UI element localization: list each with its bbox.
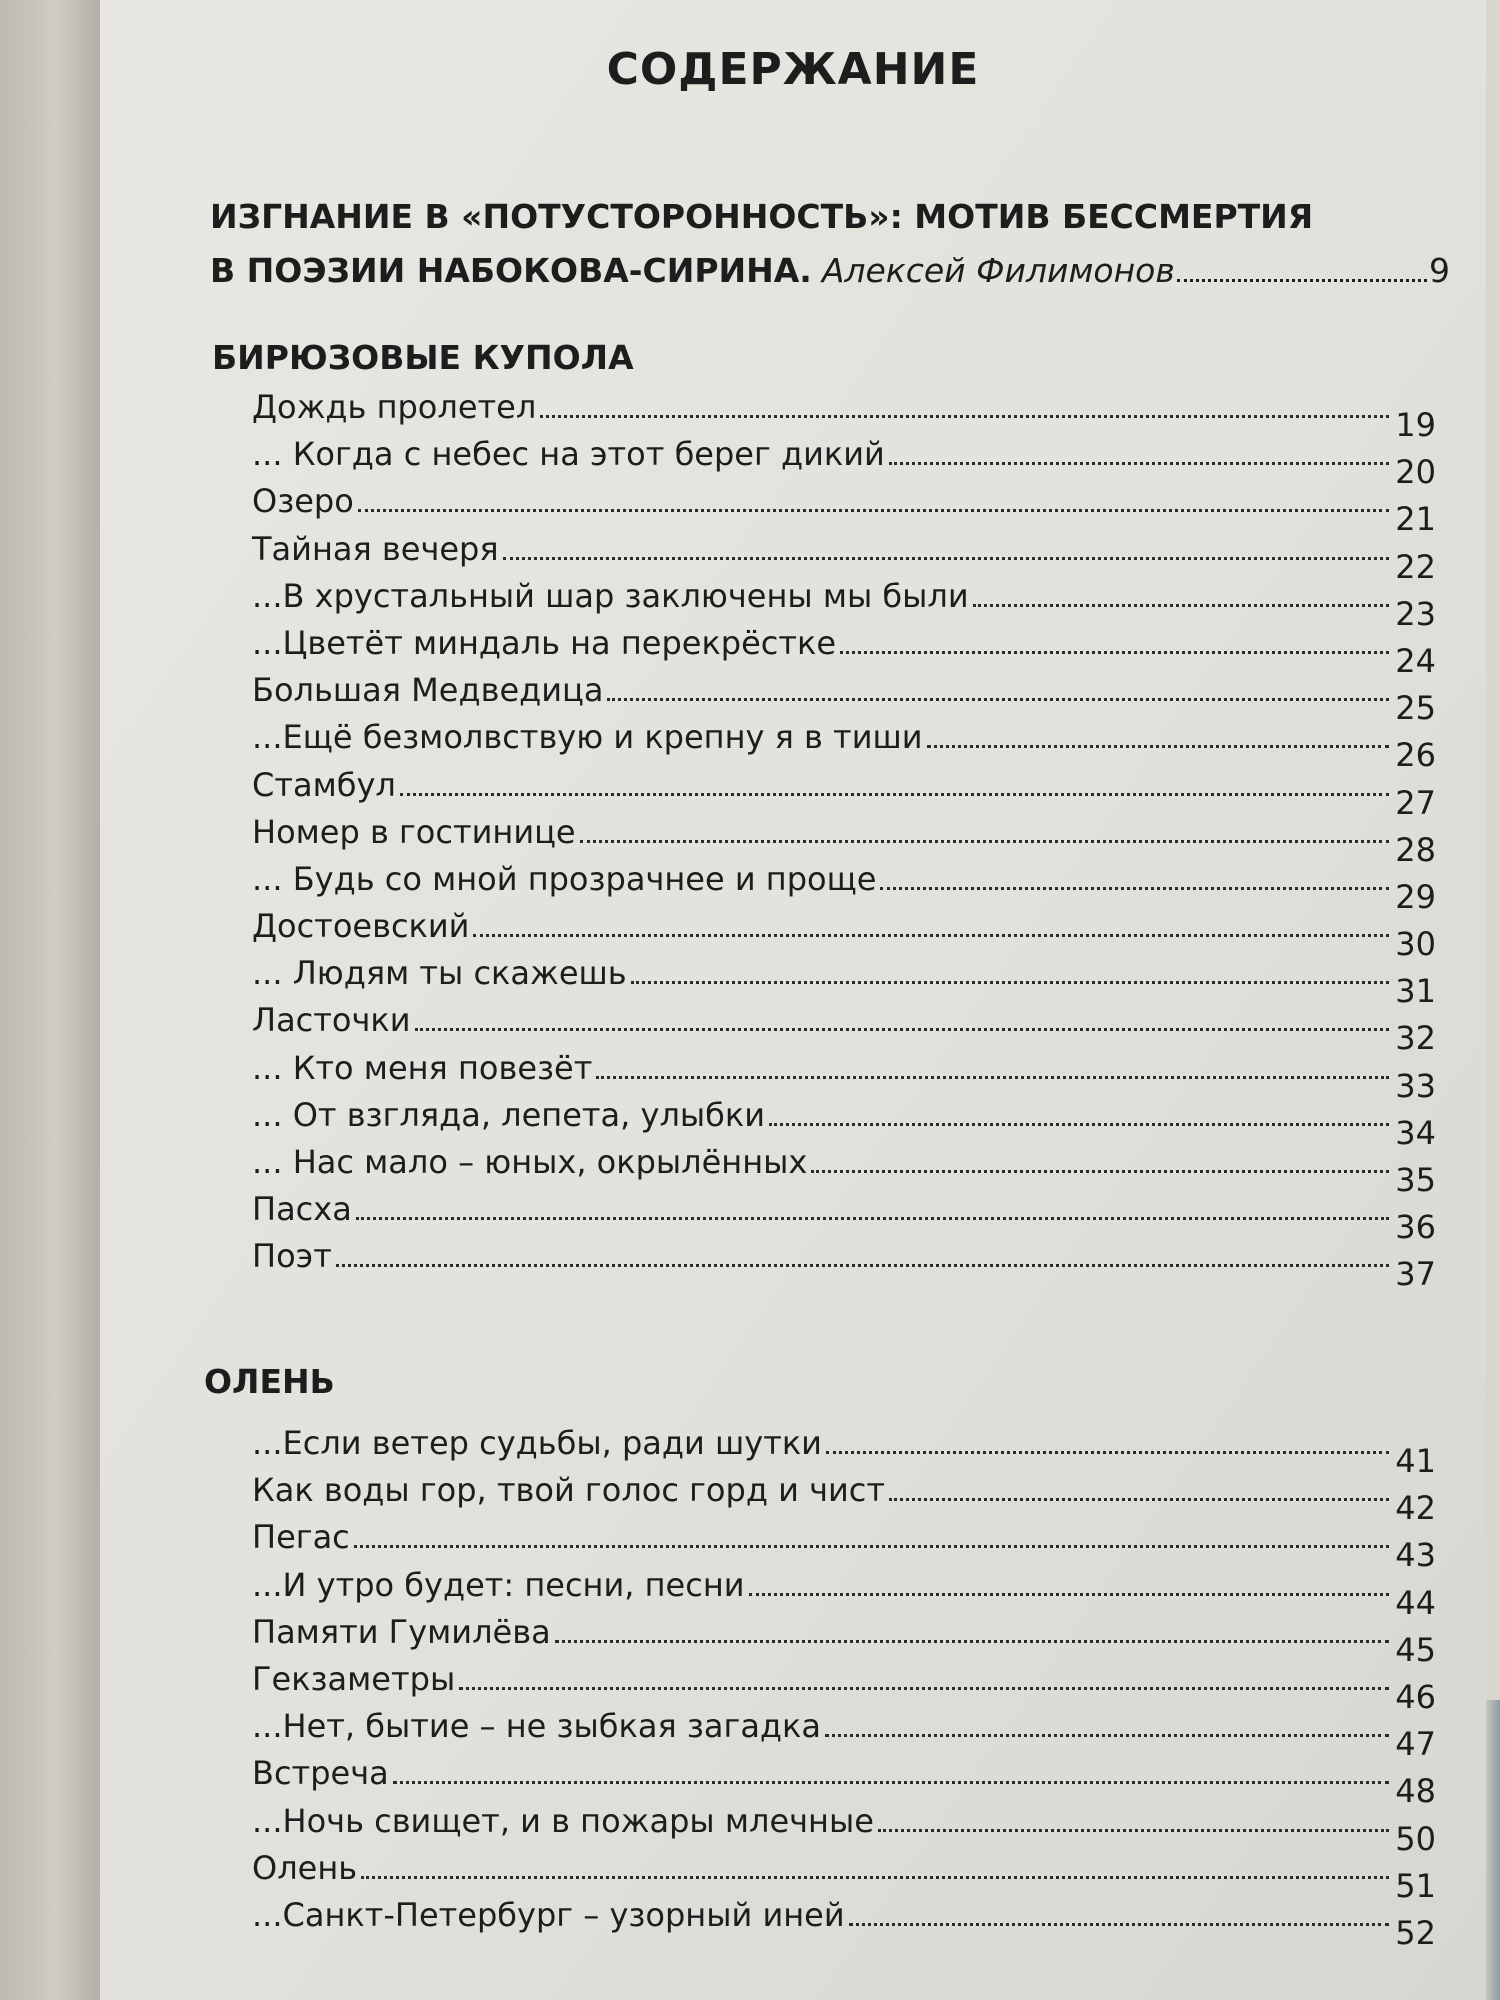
dot-leader — [459, 1687, 1389, 1690]
entry-title: ...Санкт-Петербург – узорный иней — [252, 1895, 845, 1934]
entry-title: Пегас — [252, 1518, 350, 1557]
toc-entry — [252, 1237, 1436, 1294]
toc-entry — [252, 1565, 1436, 1622]
entry-page-number: 48 — [1395, 1772, 1436, 1811]
toc-entry — [252, 671, 1436, 728]
entry-title: Тайная вечеря — [252, 529, 499, 568]
dot-leader — [631, 981, 1390, 984]
entry-page-number: 31 — [1395, 972, 1436, 1011]
entry-title: Встреча — [252, 1754, 389, 1793]
entry-title: Как воды гор, твой голос горд и чист — [252, 1471, 886, 1510]
dot-leader — [878, 1829, 1389, 1832]
page-edge — [1486, 1700, 1500, 2000]
section-heading: БИРЮЗОВЫЕ КУПОЛА — [212, 338, 634, 377]
dot-leader — [473, 934, 1389, 937]
entry-title: ... Когда с небес на этот берег дикий — [252, 435, 885, 474]
dot-leader — [503, 557, 1390, 560]
entry-page-number: 21 — [1395, 500, 1436, 539]
entry-title: Олень — [252, 1848, 358, 1887]
entry-page-number: 19 — [1395, 406, 1436, 444]
entry-page-number: 29 — [1395, 877, 1436, 916]
entry-page-number: 22 — [1395, 547, 1436, 586]
toc-entry — [252, 812, 1436, 869]
entry-page-number: 28 — [1395, 830, 1436, 869]
entry-title: ...Если ветер судьбы, ради шутки — [252, 1424, 822, 1462]
entry-title: Поэт — [252, 1237, 332, 1276]
toc-entry — [252, 718, 1436, 775]
section-entries — [252, 388, 1436, 1294]
dot-leader — [749, 1593, 1390, 1596]
book-page — [100, 0, 1486, 2000]
entry-page-number: 24 — [1395, 641, 1436, 680]
entry-title: ...Ещё безмолвствую и крепну я в тиши — [252, 718, 923, 757]
entry-title: Пасха — [252, 1190, 352, 1229]
entry-title: ... Кто меня повезёт — [252, 1048, 593, 1087]
entry-title: ... Будь со мной прозрачнее и проще — [252, 859, 877, 898]
entry-title: ...Ночь свищет, и в пожары млечные — [252, 1801, 874, 1840]
section-entries — [252, 1424, 1436, 1952]
toc-entry — [252, 1754, 1436, 1811]
entry-title: ... Нас мало – юных, окрылённых — [252, 1143, 808, 1181]
entry-page-number: 32 — [1395, 1019, 1436, 1058]
toc-entry — [252, 1659, 1436, 1716]
entry-page-number: 42 — [1395, 1489, 1436, 1528]
dot-leader — [336, 1264, 1389, 1267]
entry-page-number: 23 — [1395, 594, 1436, 633]
entry-page-number: 36 — [1395, 1208, 1436, 1247]
entry-page-number: 52 — [1395, 1913, 1436, 1952]
toc-entry — [252, 1424, 1436, 1480]
entry-title: Памяти Гумилёва — [252, 1612, 551, 1651]
toc-entry — [252, 388, 1436, 444]
toc-entry — [252, 765, 1436, 822]
intro-title-line-2-row — [210, 244, 1450, 298]
dot-leader — [1177, 279, 1427, 282]
dot-leader — [607, 698, 1389, 701]
entry-page-number: 30 — [1395, 925, 1436, 964]
entry-title: Дождь пролетел — [252, 388, 537, 426]
toc-entry — [252, 1048, 1436, 1105]
dot-leader — [973, 604, 1390, 607]
toc-entry — [252, 482, 1436, 539]
section-heading: ОЛЕНЬ — [204, 1362, 335, 1401]
entry-page-number: 43 — [1395, 1536, 1436, 1575]
dot-leader — [769, 1123, 1389, 1126]
dot-leader — [358, 509, 1390, 512]
dot-leader — [927, 745, 1390, 748]
dot-leader — [540, 415, 1389, 418]
dot-leader — [880, 887, 1389, 890]
entry-page-number: 45 — [1395, 1630, 1436, 1669]
toc-entry — [252, 1190, 1436, 1247]
dot-leader — [400, 793, 1389, 796]
entry-title: ... Людям ты скажешь — [252, 954, 627, 993]
dot-leader — [840, 651, 1389, 654]
toc-entry — [252, 1848, 1436, 1905]
toc-entry — [252, 435, 1436, 492]
toc-entry — [252, 1801, 1436, 1858]
dot-leader — [849, 1923, 1390, 1926]
intro-page-number: 9 — [1429, 251, 1450, 290]
entry-page-number: 34 — [1395, 1113, 1436, 1152]
toc-entry — [252, 529, 1436, 586]
intro-title-line-1: ИЗГНАНИЕ В «ПОТУСТОРОННОСТЬ»: МОТИВ БЕССМЕРТИЯ — [210, 197, 1314, 236]
toc-entry — [252, 907, 1436, 964]
entry-title: Номер в гостинице — [252, 812, 576, 851]
entry-page-number: 51 — [1395, 1866, 1436, 1905]
dot-leader — [811, 1170, 1389, 1173]
entry-page-number: 27 — [1395, 783, 1436, 822]
entry-title: Озеро — [252, 482, 354, 521]
entry-title: Достоевский — [252, 907, 470, 946]
dot-leader — [555, 1640, 1390, 1643]
toc-entry — [252, 1518, 1436, 1575]
toc-entry — [252, 1143, 1436, 1199]
dot-leader — [889, 1498, 1389, 1501]
entry-page-number: 47 — [1395, 1725, 1436, 1764]
intro-entry — [210, 190, 1450, 298]
entry-title: Стамбул — [252, 765, 396, 804]
entry-page-number: 26 — [1395, 736, 1436, 775]
entry-page-number: 46 — [1395, 1677, 1436, 1716]
book-gutter — [0, 0, 100, 2000]
entry-page-number: 37 — [1395, 1255, 1436, 1294]
entry-page-number: 25 — [1395, 689, 1436, 728]
toc-entry — [252, 1471, 1436, 1528]
entry-title: Большая Медведица — [252, 671, 604, 710]
toc-entry — [252, 859, 1436, 916]
entry-title: ... От взгляда, лепета, улыбки — [252, 1095, 766, 1134]
dot-leader — [826, 1451, 1389, 1454]
toc-entry — [252, 1001, 1436, 1058]
toc-entry — [252, 1707, 1436, 1764]
toc-entry — [252, 1095, 1436, 1152]
toc-entry — [252, 954, 1436, 1011]
dot-leader — [361, 1876, 1389, 1879]
toc-entry — [252, 1895, 1436, 1952]
dot-leader — [825, 1734, 1389, 1737]
dot-leader — [354, 1545, 1390, 1548]
dot-leader — [356, 1217, 1389, 1220]
dot-leader — [596, 1076, 1389, 1079]
entry-title: ...Нет, бытие – не зыбкая загадка — [252, 1707, 821, 1746]
entry-title: ...Цветёт миндаль на перекрёстке — [252, 623, 837, 662]
page-title: СОДЕРЖАНИЕ — [606, 44, 980, 95]
entry-page-number: 50 — [1395, 1819, 1436, 1858]
intro-title-line-2: В ПОЭЗИИ НАБОКОВА-СИРИНА. — [210, 251, 812, 290]
dot-leader — [393, 1781, 1390, 1784]
entry-title: ...В хрустальный шар заключены мы были — [252, 576, 969, 615]
entry-page-number: 20 — [1395, 453, 1436, 492]
entry-page-number: 33 — [1395, 1066, 1436, 1105]
entry-title: Гекзаметры — [252, 1659, 456, 1698]
toc-entry — [252, 576, 1436, 633]
entry-page-number: 41 — [1395, 1442, 1436, 1480]
dot-leader — [889, 462, 1389, 465]
entry-title: ...И утро будет: песни, песни — [252, 1565, 745, 1604]
entry-page-number: 35 — [1395, 1161, 1436, 1199]
dot-leader — [580, 840, 1390, 843]
entry-title: Ласточки — [252, 1001, 411, 1040]
toc-entry — [252, 623, 1436, 680]
entry-page-number: 44 — [1395, 1583, 1436, 1622]
intro-author: Алексей Филимонов — [821, 251, 1175, 290]
dot-leader — [415, 1028, 1390, 1031]
toc-entry — [252, 1612, 1436, 1669]
